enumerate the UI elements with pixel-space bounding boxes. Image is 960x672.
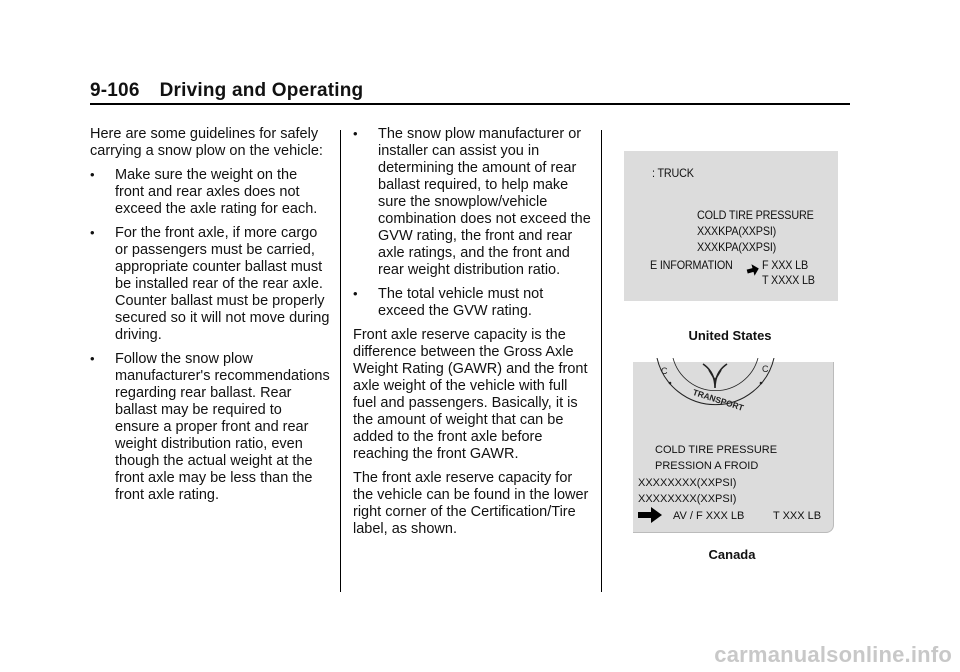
transport-canada-seal-icon xyxy=(653,358,778,420)
us-tire-label-image xyxy=(624,151,838,301)
list-item xyxy=(353,286,593,320)
list-item-text: The total vehicle must not exceed the GVW rating. xyxy=(378,286,544,319)
list-item xyxy=(90,225,330,344)
column-divider-1 xyxy=(340,130,341,592)
reserve-capacity-paragraph: Front axle reserve capacity is the difference between the Gross Axle Weight Rating (GAWR) and the front axle weight of the vehicle with full fuel and passengers. Basically, it is the amount of weight that can be added to the front axle before reaching the front GAWR. xyxy=(353,327,588,462)
canada-label-caption: Canada xyxy=(708,547,756,562)
page-header xyxy=(90,80,850,102)
watermark: carmanualsonline.info xyxy=(714,642,952,667)
bullet-icon: • xyxy=(90,225,95,240)
ca-label-pressure-value-1: XXXXXXXX(XXPSI) xyxy=(638,477,737,489)
list-item-text: Make sure the weight on the front and rear axles does not exceed the axle rating for each. xyxy=(115,167,318,217)
bullet-icon: • xyxy=(90,351,95,366)
list-item xyxy=(353,126,593,279)
guideline-list-continued xyxy=(353,126,593,320)
list-item-text: For the front axle, if more cargo or passengers must be carried, appropriate counter ballast must be installed rear of the rear axle. Counter ballast must be properly secured so it will not move during driving. xyxy=(115,225,330,343)
canada-tire-label-image xyxy=(633,362,834,533)
ca-label-pressure-heading-en: COLD TIRE PRESSURE xyxy=(655,444,778,456)
ca-label-pressure-value-2: XXXXXXXX(XXPSI) xyxy=(638,493,737,505)
left-column xyxy=(90,126,330,511)
us-label-front-reserve: F XXX LB xyxy=(762,258,808,272)
intro-paragraph: Here are some guidelines for safely carrying a snow plow on the vehicle: xyxy=(90,126,323,159)
ca-label-total-reserve: T XXX LB xyxy=(773,510,822,522)
ca-label-pressure-heading-fr: PRESSION A FROID xyxy=(655,460,759,472)
us-label-information: E INFORMATION xyxy=(650,258,733,272)
header-rule xyxy=(90,103,850,105)
svg-text:TRANSPORT: TRANSPORT xyxy=(691,386,745,413)
svg-text:C: C xyxy=(661,366,668,376)
bullet-icon: • xyxy=(90,167,95,182)
bullet-icon: • xyxy=(353,126,358,141)
list-item-text: Follow the snow plow manufacturer's recommendations regarding rear ballast. Rear ballast may be required to ensure a proper front and rear weight distribution ratio, even though the actual weight at the front axle may be less than the front axle rating. xyxy=(115,351,330,503)
us-label-total-reserve: T XXXX LB xyxy=(762,273,815,287)
list-item xyxy=(90,351,330,504)
list-item-text: The snow plow manufacturer or installer can assist you in determining the amount of rear ballast required, to help make sure the snowplow/vehicle combination does not exceed the GVW rating, the front and rear axle ratings, and the front and rear weight distribution ratio. xyxy=(378,126,591,278)
arrow-icon xyxy=(746,263,760,277)
us-label-pressure-heading: COLD TIRE PRESSURE xyxy=(697,208,814,222)
header-title xyxy=(90,80,850,102)
section-title: Driving and Operating xyxy=(159,80,364,101)
bullet-icon: • xyxy=(353,286,358,301)
svg-text:C: C xyxy=(762,364,769,374)
guideline-list xyxy=(90,167,330,504)
ca-label-front-reserve: AV / F XXX LB xyxy=(673,510,745,522)
us-label-pressure-value-2: XXXKPA(XXPSI) xyxy=(697,240,777,254)
arrow-icon xyxy=(637,506,663,524)
page-number: 9-106 xyxy=(90,80,140,101)
us-label-vehicle-type: : TRUCK xyxy=(652,166,694,180)
list-item xyxy=(90,167,330,218)
label-location-paragraph: The front axle reserve capacity for the vehicle can be found in the lower right corner of the Certification/Tire label, as shown. xyxy=(353,470,589,537)
column-divider-2 xyxy=(601,130,602,592)
middle-column xyxy=(353,126,593,545)
us-label-pressure-value-1: XXXKPA(XXPSI) xyxy=(697,224,777,238)
us-label-caption: United States xyxy=(688,328,772,343)
